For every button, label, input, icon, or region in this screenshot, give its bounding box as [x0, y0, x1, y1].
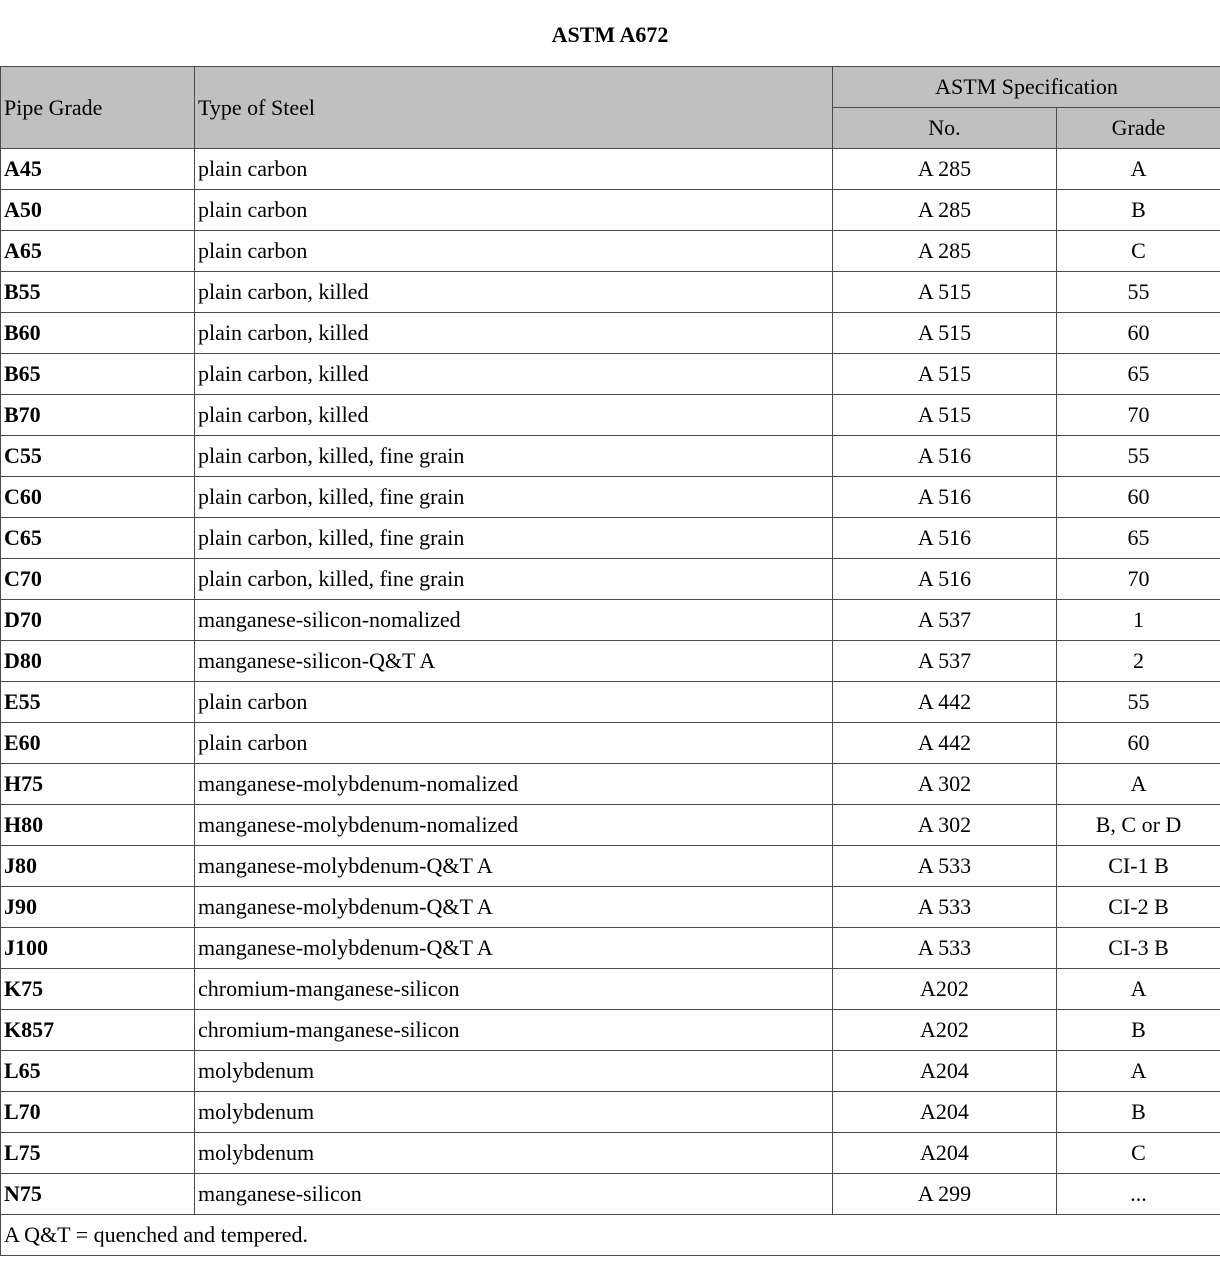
cell-type-of-steel: chromium-manganese-silicon [195, 1010, 833, 1051]
cell-astm-no: A 442 [833, 723, 1057, 764]
cell-astm-no: A204 [833, 1133, 1057, 1174]
cell-type-of-steel: manganese-silicon-nomalized [195, 600, 833, 641]
cell-astm-no: A 516 [833, 518, 1057, 559]
cell-astm-grade: A [1057, 969, 1220, 1010]
cell-astm-grade: 65 [1057, 518, 1220, 559]
cell-astm-no: A204 [833, 1051, 1057, 1092]
cell-pipe-grade: J100 [1, 928, 195, 969]
table-footer [1, 1215, 1220, 1256]
cell-type-of-steel: manganese-molybdenum-nomalized [195, 764, 833, 805]
cell-astm-grade: 60 [1057, 313, 1220, 354]
table-row [1, 518, 1220, 559]
cell-pipe-grade: J90 [1, 887, 195, 928]
cell-astm-no: A 515 [833, 395, 1057, 436]
cell-type-of-steel: molybdenum [195, 1092, 833, 1133]
cell-astm-no: A 302 [833, 764, 1057, 805]
table-row [1, 764, 1220, 805]
cell-astm-grade: 60 [1057, 723, 1220, 764]
table-row [1, 1010, 1220, 1051]
cell-pipe-grade: L75 [1, 1133, 195, 1174]
table-row [1, 969, 1220, 1010]
cell-astm-grade: CI-1 B [1057, 846, 1220, 887]
cell-astm-grade: 55 [1057, 682, 1220, 723]
cell-astm-no: A202 [833, 1010, 1057, 1051]
cell-astm-no: A 537 [833, 600, 1057, 641]
cell-type-of-steel: plain carbon [195, 723, 833, 764]
table-row [1, 1092, 1220, 1133]
cell-type-of-steel: plain carbon, killed, fine grain [195, 518, 833, 559]
cell-astm-grade: CI-2 B [1057, 887, 1220, 928]
cell-astm-no: A 516 [833, 436, 1057, 477]
table-header [1, 67, 1220, 149]
cell-astm-grade: C [1057, 1133, 1220, 1174]
cell-pipe-grade: H80 [1, 805, 195, 846]
cell-pipe-grade: E60 [1, 723, 195, 764]
table-row [1, 149, 1220, 190]
cell-astm-grade: B [1057, 1092, 1220, 1133]
cell-type-of-steel: molybdenum [195, 1051, 833, 1092]
cell-type-of-steel: plain carbon, killed [195, 313, 833, 354]
cell-pipe-grade: A50 [1, 190, 195, 231]
table-row [1, 805, 1220, 846]
cell-type-of-steel: plain carbon, killed, fine grain [195, 477, 833, 518]
cell-astm-no: A 285 [833, 231, 1057, 272]
cell-astm-grade: 60 [1057, 477, 1220, 518]
cell-type-of-steel: plain carbon [195, 190, 833, 231]
table-row [1, 395, 1220, 436]
cell-astm-no: A 537 [833, 641, 1057, 682]
table-row [1, 1174, 1220, 1215]
cell-pipe-grade: C60 [1, 477, 195, 518]
cell-astm-no: A 516 [833, 559, 1057, 600]
cell-type-of-steel: plain carbon, killed [195, 395, 833, 436]
cell-astm-grade: 1 [1057, 600, 1220, 641]
cell-astm-grade: 70 [1057, 559, 1220, 600]
table-row [1, 600, 1220, 641]
cell-pipe-grade: D70 [1, 600, 195, 641]
cell-pipe-grade: B55 [1, 272, 195, 313]
header-type-of-steel: Type of Steel [195, 67, 833, 149]
table-row [1, 354, 1220, 395]
cell-type-of-steel: plain carbon, killed, fine grain [195, 559, 833, 600]
astm-a672-table [0, 66, 1220, 1256]
table-row [1, 272, 1220, 313]
cell-astm-grade: B [1057, 1010, 1220, 1051]
cell-astm-grade: 55 [1057, 272, 1220, 313]
table-row [1, 477, 1220, 518]
cell-type-of-steel: plain carbon, killed, fine grain [195, 436, 833, 477]
table-row [1, 641, 1220, 682]
page-title: ASTM A672 [551, 22, 669, 47]
cell-astm-no: A 515 [833, 313, 1057, 354]
table-row [1, 231, 1220, 272]
cell-astm-grade: CI-3 B [1057, 928, 1220, 969]
table-row [1, 436, 1220, 477]
cell-pipe-grade: B60 [1, 313, 195, 354]
table-row [1, 1133, 1220, 1174]
cell-pipe-grade: L65 [1, 1051, 195, 1092]
cell-astm-no: A 302 [833, 805, 1057, 846]
header-row-1 [1, 67, 1220, 108]
table-row [1, 723, 1220, 764]
cell-astm-grade: ... [1057, 1174, 1220, 1215]
table-row [1, 1051, 1220, 1092]
cell-pipe-grade: E55 [1, 682, 195, 723]
cell-pipe-grade: C55 [1, 436, 195, 477]
table-row [1, 846, 1220, 887]
footnote: A Q&T = quenched and tempered. [1, 1215, 1220, 1256]
cell-astm-grade: 2 [1057, 641, 1220, 682]
cell-pipe-grade: D80 [1, 641, 195, 682]
header-no: No. [833, 108, 1057, 149]
footnote-row [1, 1215, 1220, 1256]
cell-astm-no: A 515 [833, 272, 1057, 313]
cell-astm-grade: 55 [1057, 436, 1220, 477]
cell-type-of-steel: manganese-molybdenum-Q&T A [195, 887, 833, 928]
table-row [1, 559, 1220, 600]
cell-astm-no: A 516 [833, 477, 1057, 518]
cell-astm-no: A 299 [833, 1174, 1057, 1215]
table-row [1, 682, 1220, 723]
cell-type-of-steel: manganese-molybdenum-Q&T A [195, 846, 833, 887]
cell-pipe-grade: K857 [1, 1010, 195, 1051]
cell-pipe-grade: C65 [1, 518, 195, 559]
cell-type-of-steel: manganese-molybdenum-Q&T A [195, 928, 833, 969]
cell-astm-no: A202 [833, 969, 1057, 1010]
table-row [1, 313, 1220, 354]
header-astm-specification: ASTM Specification [833, 67, 1220, 108]
cell-astm-grade: B, C or D [1057, 805, 1220, 846]
cell-astm-grade: 65 [1057, 354, 1220, 395]
cell-pipe-grade: A65 [1, 231, 195, 272]
cell-astm-no: A 533 [833, 928, 1057, 969]
cell-astm-grade: C [1057, 231, 1220, 272]
cell-pipe-grade: H75 [1, 764, 195, 805]
cell-astm-grade: 70 [1057, 395, 1220, 436]
cell-pipe-grade: L70 [1, 1092, 195, 1133]
cell-astm-no: A204 [833, 1092, 1057, 1133]
cell-astm-no: A 285 [833, 149, 1057, 190]
cell-pipe-grade: N75 [1, 1174, 195, 1215]
table-row [1, 190, 1220, 231]
cell-astm-grade: A [1057, 764, 1220, 805]
cell-astm-grade: A [1057, 1051, 1220, 1092]
cell-pipe-grade: J80 [1, 846, 195, 887]
cell-astm-no: A 515 [833, 354, 1057, 395]
cell-astm-no: A 442 [833, 682, 1057, 723]
cell-pipe-grade: K75 [1, 969, 195, 1010]
table-body [1, 149, 1220, 1215]
header-grade: Grade [1057, 108, 1220, 149]
cell-type-of-steel: plain carbon [195, 231, 833, 272]
cell-astm-no: A 533 [833, 846, 1057, 887]
cell-pipe-grade: A45 [1, 149, 195, 190]
cell-astm-grade: B [1057, 190, 1220, 231]
cell-pipe-grade: B65 [1, 354, 195, 395]
cell-type-of-steel: plain carbon, killed [195, 272, 833, 313]
cell-type-of-steel: manganese-silicon-Q&T A [195, 641, 833, 682]
cell-pipe-grade: B70 [1, 395, 195, 436]
cell-type-of-steel: molybdenum [195, 1133, 833, 1174]
cell-type-of-steel: chromium-manganese-silicon [195, 969, 833, 1010]
header-pipe-grade: Pipe Grade [1, 67, 195, 149]
cell-type-of-steel: plain carbon [195, 682, 833, 723]
table-row [1, 887, 1220, 928]
cell-type-of-steel: plain carbon [195, 149, 833, 190]
cell-astm-no: A 285 [833, 190, 1057, 231]
cell-type-of-steel: plain carbon, killed [195, 354, 833, 395]
cell-type-of-steel: manganese-silicon [195, 1174, 833, 1215]
cell-astm-grade: A [1057, 149, 1220, 190]
cell-astm-no: A 533 [833, 887, 1057, 928]
cell-type-of-steel: manganese-molybdenum-nomalized [195, 805, 833, 846]
table-row [1, 928, 1220, 969]
cell-pipe-grade: C70 [1, 559, 195, 600]
